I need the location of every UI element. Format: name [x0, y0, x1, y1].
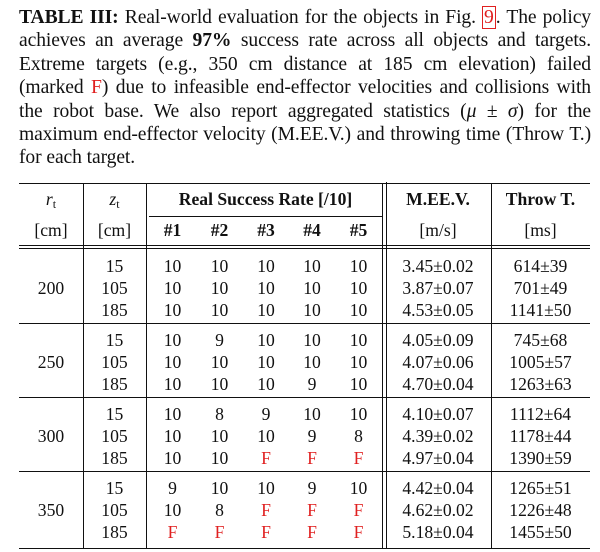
caption-text-2: . The policy achieves an average	[19, 7, 591, 52]
row-z-value: 15	[105, 256, 124, 276]
header-rule-double	[19, 248, 590, 249]
header-success-rate: Real Success Rate [/10]	[178, 189, 353, 209]
trial-result-cell: F	[353, 522, 364, 542]
trial-result-cell: 10	[210, 300, 229, 320]
trial-result-cell: 10	[257, 426, 275, 446]
throw-time-value: 1112±64	[509, 404, 572, 424]
trial-result-cell: 10	[163, 448, 182, 468]
trial-result-cell: 10	[257, 352, 275, 372]
meev-value: 5.18±0.04	[402, 522, 474, 542]
trial-result-cell: 10	[163, 426, 182, 446]
row-z-value: 105	[101, 500, 128, 520]
trial-result-cell: 10	[257, 300, 275, 320]
trial-result-cell: F	[261, 448, 271, 468]
trial-result-cell: F	[167, 522, 178, 542]
group-r-value: 250	[37, 352, 65, 372]
trial-result-cell: 10	[163, 278, 182, 298]
trial-result-cell: F	[261, 500, 271, 520]
row-z-value: 105	[101, 278, 128, 298]
trial-result-cell: 10	[303, 256, 321, 276]
header-trial-4: #4	[303, 220, 321, 240]
trial-result-cell: 10	[349, 374, 368, 394]
trial-result-cell: F	[307, 522, 317, 542]
row-z-value: 15	[105, 330, 124, 350]
header-rt-unit: [cm]	[34, 220, 68, 240]
meev-value: 4.70±0.04	[402, 374, 474, 394]
throw-time-value: 1455±50	[509, 522, 572, 542]
trial-result-cell: 10	[210, 374, 229, 394]
group-r-value: 300	[37, 426, 65, 446]
row-z-value: 185	[101, 374, 128, 394]
row-z-value: 15	[105, 404, 124, 424]
trial-result-cell: 10	[210, 278, 229, 298]
header-meev: M.EE.V.	[406, 189, 470, 209]
trial-result-cell: 10	[303, 330, 321, 350]
trial-result-cell: 8	[215, 404, 224, 424]
meev-value: 4.05±0.09	[402, 330, 474, 350]
meev-value: 4.97±0.04	[402, 448, 474, 468]
group-r-value: 200	[37, 278, 65, 298]
meev-value: 3.87±0.07	[402, 278, 474, 298]
caption-text-4: ) due to infeasible end-effector velocities and collisions with the robot base. We also report aggregated statistics (	[19, 77, 591, 122]
header-rule	[19, 245, 590, 246]
row-z-value: 105	[101, 426, 128, 446]
average-success-rate: 97%	[192, 30, 232, 52]
trial-result-cell: 8	[354, 426, 363, 446]
header-throw-time: Throw T.	[505, 189, 576, 209]
caption-text-5: ) for the maximum end-effector velocity (M.EE.V.) and throwing time (Throw T.) for each target.	[19, 100, 591, 169]
header-zt-unit: [cm]	[97, 220, 132, 240]
trial-result-cell: 9	[261, 404, 271, 424]
trial-result-cell: 10	[257, 256, 275, 276]
group-r-value: 350	[37, 500, 65, 520]
statistics-symbol: μ ± σ	[466, 100, 518, 122]
trial-result-cell: 10	[303, 404, 321, 424]
trial-result-cell: 10	[163, 352, 182, 372]
trial-result-cell: F	[307, 500, 317, 520]
header-trial-5: #5	[349, 220, 368, 240]
table-label: TABLE III:	[19, 7, 119, 28]
trial-result-cell: F	[261, 522, 271, 542]
trial-result-cell: 10	[257, 374, 275, 394]
trial-result-cell: 10	[257, 278, 275, 298]
meev-value: 4.07±0.06	[402, 352, 474, 372]
trial-result-cell: 10	[163, 374, 182, 394]
group-rule-3	[19, 471, 590, 472]
throw-time-value: 1265±51	[509, 478, 572, 498]
row-z-value: 185	[101, 300, 128, 320]
figure-reference-link[interactable]: 9	[484, 7, 494, 28]
trial-result-cell: 10	[349, 330, 368, 350]
trial-result-cell: F	[307, 448, 317, 468]
header-zt: $z_t$	[109, 189, 120, 211]
trial-result-cell: 10	[349, 404, 368, 424]
row-z-value: 105	[101, 352, 128, 372]
trial-result-cell: 10	[303, 352, 321, 372]
trial-result-cell: 10	[210, 448, 229, 468]
trial-result-cell: 9	[215, 330, 224, 350]
trial-result-cell: 10	[163, 256, 182, 276]
table-caption	[19, 6, 591, 170]
trial-result-cell: 10	[349, 478, 368, 498]
caption-text-3: success rate across all objects and targets. Extreme targets (e.g., 350 cm distance at 185 cm elevation) failed (marked	[19, 30, 592, 99]
trial-result-cell: F	[353, 500, 364, 520]
meev-value: 4.42±0.04	[402, 478, 474, 498]
trial-result-cell: 9	[168, 478, 177, 498]
trial-result-cell: 10	[257, 478, 275, 498]
success-column-rule	[382, 183, 383, 548]
trial-result-cell: 10	[349, 256, 368, 276]
meev-value: 4.62±0.02	[402, 500, 474, 520]
trial-result-cell: 9	[307, 478, 317, 498]
header-throw-unit: [ms]	[524, 220, 557, 240]
trial-result-cell: 10	[163, 500, 182, 520]
row-z-value: 185	[101, 448, 128, 468]
header-trial-2: #2	[210, 220, 229, 240]
row-z-value: 15	[105, 478, 124, 498]
table-top-rule	[19, 183, 590, 184]
throw-time-value: 1005±57	[509, 352, 572, 372]
trial-result-cell: 10	[163, 300, 182, 320]
meev-value: 4.39±0.02	[402, 426, 474, 446]
trial-result-cell: 10	[210, 256, 229, 276]
trial-result-cell: 10	[163, 330, 182, 350]
trial-result-cell: 8	[215, 500, 224, 520]
group-rule-2	[19, 397, 590, 398]
trial-result-cell: 10	[210, 426, 229, 446]
trial-result-cell: 10	[210, 352, 229, 372]
trial-result-cell: 10	[257, 330, 275, 350]
trial-result-cell: 10	[349, 352, 368, 372]
throw-time-value: 1178±44	[509, 426, 572, 446]
meev-value: 4.10±0.07	[402, 404, 474, 424]
trial-result-cell: 9	[307, 374, 317, 394]
group-rule-1	[19, 323, 590, 324]
success-group-rule	[149, 216, 382, 217]
throw-time-value: 1263±63	[509, 374, 572, 394]
throw-time-value: 614±39	[513, 256, 568, 276]
caption-text-1: Real-world evaluation for the objects in Fig.	[118, 7, 483, 28]
row-z-value: 185	[101, 522, 128, 542]
throw-time-value: 1390±59	[509, 448, 572, 468]
throw-time-value: 1226±48	[509, 500, 572, 520]
header-rt: $r_t$	[45, 189, 57, 211]
zt-column-rule	[146, 183, 147, 548]
meev-value: 4.53±0.05	[402, 300, 474, 320]
throw-time-value: 745±68	[513, 330, 568, 350]
table-bottom-rule	[19, 548, 590, 549]
throw-time-value: 701±49	[513, 278, 568, 298]
header-trial-3: #3	[257, 220, 275, 240]
header-trial-1: #1	[163, 220, 182, 240]
trial-result-cell: F	[353, 448, 364, 468]
trial-result-cell: 10	[210, 478, 229, 498]
trial-result-cell: 9	[307, 426, 317, 446]
trial-result-cell: 10	[163, 404, 182, 424]
trial-result-cell: F	[214, 522, 225, 542]
trial-result-cell: 10	[303, 278, 321, 298]
throw-time-value: 1141±50	[509, 300, 572, 320]
trial-result-cell: 10	[349, 278, 368, 298]
trial-result-cell: 10	[349, 300, 368, 320]
trial-result-cell: 10	[303, 300, 321, 320]
fail-marker: F	[91, 77, 102, 99]
header-meev-unit: [m/s]	[419, 220, 457, 240]
meev-value: 3.45±0.02	[402, 256, 474, 276]
